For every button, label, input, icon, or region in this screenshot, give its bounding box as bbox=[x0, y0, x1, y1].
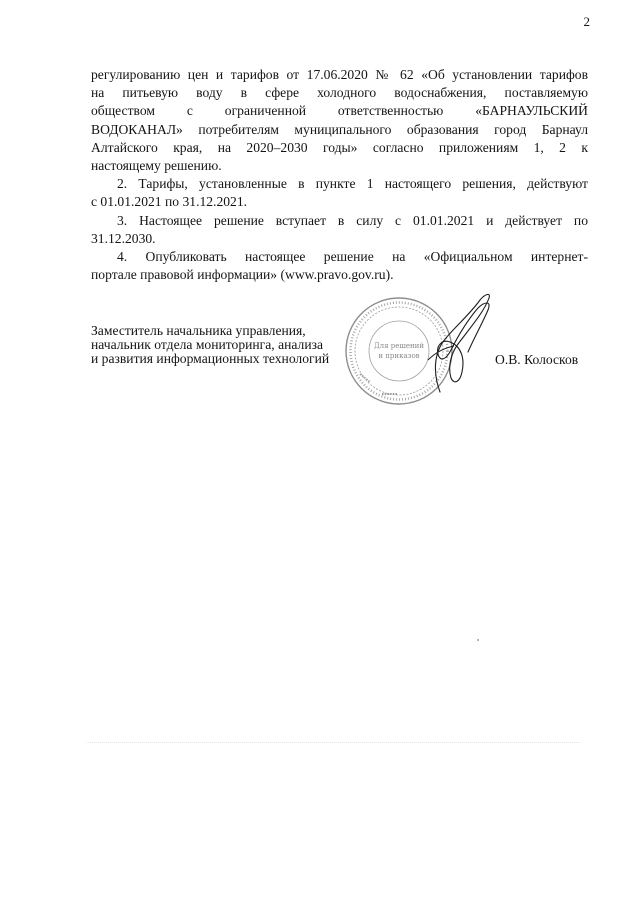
scan-artifact-line bbox=[86, 742, 581, 744]
text-line: портале правовой информации» (www.pravo.gov.ru). bbox=[91, 267, 394, 283]
stamp-text-line: Для решений bbox=[373, 342, 425, 350]
text-line: ВОДОКАНАЛ» потребителям муниципального образования город Барнаул bbox=[91, 121, 588, 137]
page-number: 2 bbox=[583, 14, 590, 29]
text-line: 4. Опубликовать настоящее решение на «Официальном интернет- bbox=[117, 248, 588, 264]
text-line: с 01.01.2021 по 31.12.2021. bbox=[91, 194, 248, 210]
position-line: Заместитель начальника управления, bbox=[91, 323, 306, 338]
position-line: и развития информационных технологий bbox=[91, 351, 330, 366]
position-line: начальник отдела мониторинга, анализа bbox=[91, 337, 324, 352]
text-line: 31.12.2030. bbox=[91, 230, 156, 246]
text-line: на питьевую воду в сфере холодного водоснабжения, поставляемую bbox=[91, 85, 588, 101]
text-line: настоящему решению. bbox=[91, 157, 222, 173]
handwritten-signature bbox=[388, 288, 506, 398]
text-line: 3. Настоящее решение вступает в силу с 01.01.2021 и действует по bbox=[117, 212, 588, 228]
text-line: регулированию цен и тарифов от 17.06.2020 № 62 «Об установлении тарифов bbox=[91, 67, 588, 82]
signatory-position bbox=[91, 324, 329, 366]
text-line: обществом с ограниченной ответственностью «БАРНАУЛЬСКИЙ bbox=[91, 103, 588, 119]
text-line: Алтайского края, на 2020–2030 годы» согласно приложениям 1, 2 к bbox=[91, 139, 588, 155]
decision-body-text bbox=[91, 66, 588, 284]
text-line: 2. Тарифы, установленные в пункте 1 настоящего решения, действуют bbox=[117, 176, 588, 192]
signer-name: О.В. Колосков bbox=[495, 352, 579, 367]
scan-artifact-dot bbox=[477, 639, 479, 641]
stamp-text-line: и приказов bbox=[378, 352, 420, 360]
